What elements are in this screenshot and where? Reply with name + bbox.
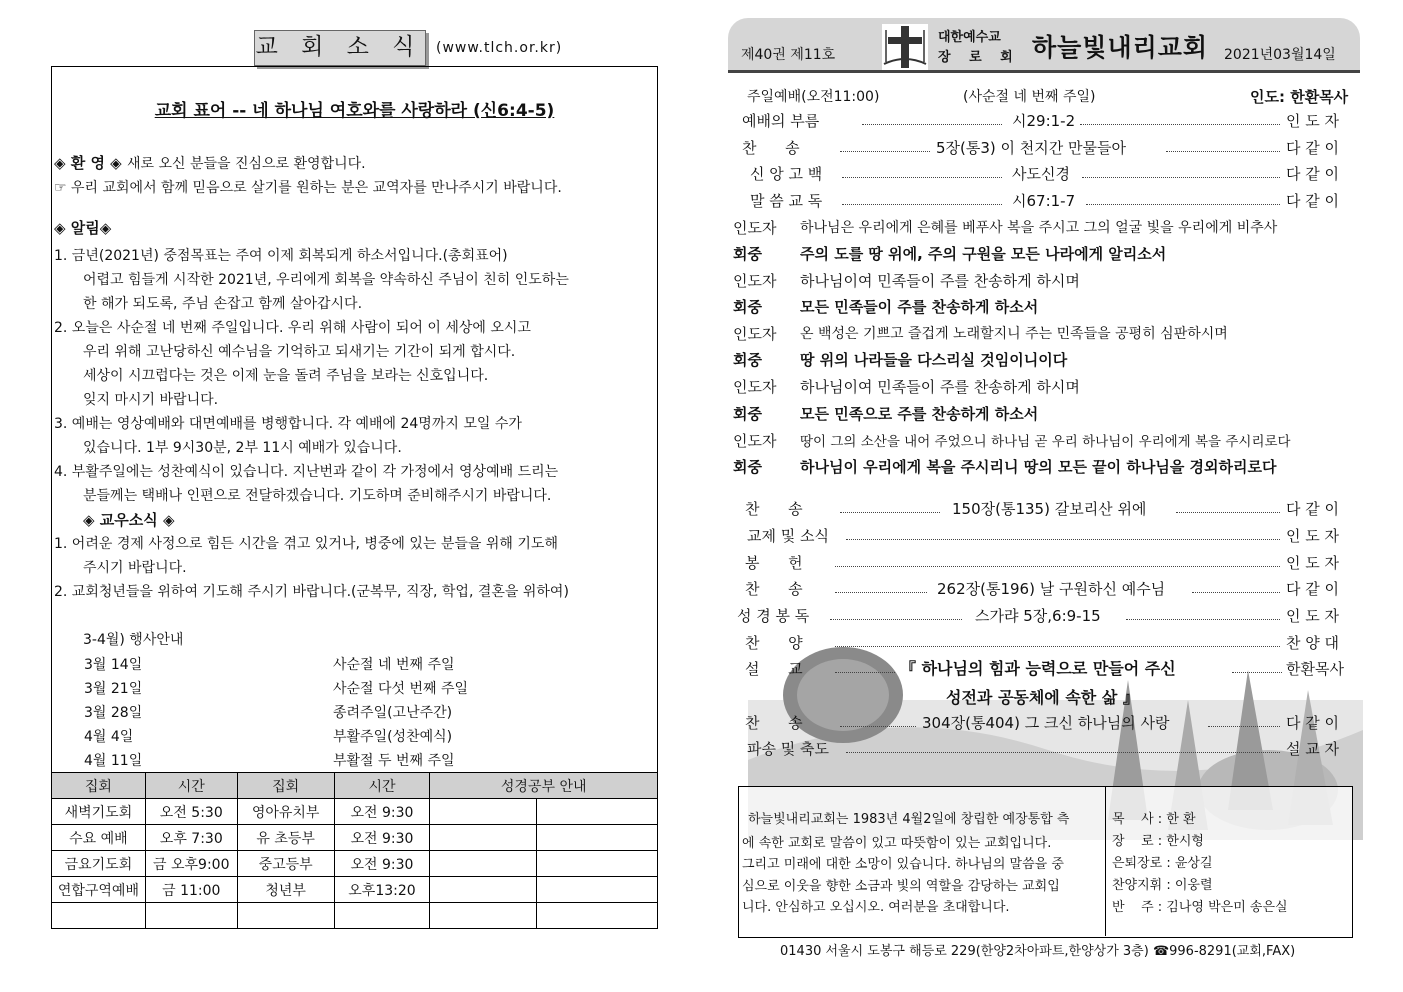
leader-dots [1208, 726, 1280, 727]
order-item-label: 찬 송 [745, 714, 803, 732]
leader-dots [1082, 177, 1280, 178]
order-item-label: 찬 송 [742, 139, 800, 157]
bible-study-cell [430, 799, 537, 825]
order-item-label: 교제 및 소식 [747, 527, 829, 545]
issue-volume: 제40권 제11호 [741, 47, 836, 63]
church-news-line: 2. 교회청년들을 위하여 기도해 주시기 바랍니다.(군복무, 직장, 학업, 결혼을 위하여) [54, 584, 569, 600]
order-item-content: 시67:1-7 [1012, 192, 1076, 210]
order-item-by: 설 교 자 [1286, 740, 1340, 758]
order-item-by: 다 같 이 [1286, 500, 1340, 518]
order-item-by: 다 같 이 [1286, 192, 1340, 210]
reading-role: 회중 [733, 298, 762, 316]
order-item-label: 찬 송 [745, 580, 803, 598]
staff-line: 목 사 : 한 환 [1112, 812, 1196, 827]
order-item-content: 5장(통3) 이 천지간 만물들아 [936, 139, 1126, 157]
page-title: 교 회 소 식 [255, 34, 423, 60]
table-row [52, 877, 658, 903]
reading-role: 회중 [733, 405, 762, 423]
leader-dots [862, 124, 1002, 125]
table-cell: 새벽기도회 [52, 799, 146, 825]
reading-role: 회중 [733, 351, 762, 369]
table-cell [237, 903, 334, 929]
event-name: 사순절 네 번째 주일 [333, 657, 455, 673]
table-cell: 오전 9:30 [334, 851, 430, 877]
order-item-content: 304장(통404) 그 크신 하나님의 사랑 [922, 714, 1170, 732]
bible-study-cell [430, 903, 537, 929]
notice-line: 어렵고 힘들게 시작한 2021년, 우리에게 회복을 약속하신 주님이 친히 인도하는 [83, 272, 569, 288]
bible-study-cell [430, 851, 537, 877]
notice-line: 세상이 시끄럽다는 것은 이제 눈을 돌려 주님을 보라는 신호입니다. [83, 368, 489, 384]
reading-text: 모든 민족들이 주를 찬송하게 하소서 [800, 298, 1039, 316]
order-item-by: 찬 양 대 [1286, 634, 1340, 652]
order-item-by: 다 같 이 [1286, 580, 1340, 598]
column-header: 시간 [334, 773, 430, 799]
order-item-by: 다 같 이 [1286, 139, 1340, 157]
staff-line: 은퇴장로 : 윤상길 [1112, 856, 1213, 871]
notice-line: 분들께는 택배나 인편으로 전달하겠습니다. 기도하며 준비해주시기 바랍니다. [83, 488, 552, 504]
table-cell [334, 903, 430, 929]
leader-dots [835, 672, 895, 673]
sermon-title-line2: 성전과 공동체에 속한 삶 』 [946, 688, 1139, 707]
bible-study-cell [430, 825, 537, 851]
reading-text: 하나님이여 민족들이 주를 찬송하게 하시며 [800, 272, 1080, 290]
event-name: 부활주일(성찬예식) [333, 729, 453, 745]
column-header: 시간 [145, 773, 237, 799]
notice-line: 우리 위해 고난당하신 예수님을 기억하고 되새기는 기간이 되게 합시다. [83, 344, 516, 360]
reading-text: 하나님이 우리에게 복을 주시리니 땅의 모든 끝이 하나님을 경외하리로다 [800, 458, 1277, 476]
leader-dots [846, 752, 1280, 753]
order-item-by: 인 도 자 [1286, 112, 1340, 130]
event-name: 종려주일(고난주간) [333, 705, 453, 721]
order-item-content: 스가랴 5장,6:9-15 [975, 607, 1101, 625]
reading-text: 주의 도를 땅 위에, 주의 구원을 모든 나라에게 알리소서 [800, 245, 1167, 263]
leader-dots [830, 619, 962, 620]
notice-line: 2. 오늘은 사순절 네 번째 주일입니다. 우리 위해 사람이 되어 이 세상에 오시고 [54, 320, 531, 336]
order-item-label: 찬 송 [745, 500, 803, 518]
reading-role: 인도자 [733, 432, 777, 450]
reading-role: 회중 [733, 245, 762, 263]
reading-role: 인도자 [733, 272, 777, 290]
leader-dots [846, 539, 1280, 540]
order-item-content: 시29:1-2 [1012, 112, 1076, 130]
order-item-by: 한환목사 [1286, 660, 1344, 678]
staff-line: 장 로 : 한시형 [1112, 834, 1204, 849]
bible-study-cell [537, 903, 658, 929]
notice-line: 1. 금년(2021년) 중점목표는 주여 이제 회복되게 하소서입니다.(총회표어) [54, 248, 508, 264]
church-logo-icon [882, 24, 928, 70]
event-date: 3월 28일 [84, 705, 143, 721]
events-heading: 3-4월) 행사안내 [83, 632, 184, 648]
leader-dots [840, 151, 930, 152]
info-divider [1105, 786, 1106, 936]
order-item-label: 신 앙 고 백 [750, 165, 823, 183]
bible-study-cell [537, 877, 658, 903]
order-item-label: 봉 헌 [745, 554, 803, 572]
table-cell: 수요 예배 [52, 825, 146, 851]
order-item-by: 인 도 자 [1286, 607, 1340, 625]
table-cell: 영아유치부 [237, 799, 334, 825]
order-item-label: 설 교 [745, 660, 803, 678]
table-cell: 금요기도회 [52, 851, 146, 877]
order-item-label: 성 경 봉 독 [737, 607, 810, 625]
welcome-line: ☞ 우리 교회에서 함께 믿음으로 살기를 원하는 분은 교역자를 만나주시기 바랍니다. [54, 180, 562, 196]
bible-study-cell [537, 851, 658, 877]
table-cell [145, 903, 237, 929]
order-item-content: 150장(통135) 갈보리산 위에 [952, 500, 1147, 518]
leader-dots [1086, 204, 1280, 205]
reading-text: 땅 위의 나라들을 다스리실 것임이니이다 [800, 351, 1068, 369]
leader-dots [835, 592, 927, 593]
reading-role: 인도자 [733, 325, 777, 343]
table-header-row [52, 773, 658, 799]
column-header: 성경공부 안내 [430, 773, 658, 799]
notice-line: 4. 부활주일에는 성찬예식이 있습니다. 지난번과 같이 각 가정에서 영상예배 드리는 [54, 464, 559, 480]
table-row [52, 851, 658, 877]
notice-heading: ◈ 알림◈ [54, 219, 112, 237]
notice-line: 잊지 마시기 바랍니다. [83, 392, 219, 408]
bible-study-cell [537, 825, 658, 851]
reading-text: 온 백성은 기쁘고 즐겁게 노래할지니 주는 민족들을 공평히 심판하시며 [800, 326, 1228, 342]
table-cell [52, 903, 146, 929]
website-url[interactable]: (www.tlch.or.kr) [436, 40, 563, 56]
order-item-label: 말 씀 교 독 [750, 192, 823, 210]
event-name: 부활절 두 번째 주일 [333, 753, 455, 769]
event-date: 4월 11일 [84, 753, 143, 769]
order-item-label: 찬 양 [745, 634, 803, 652]
leader-dots [842, 177, 1002, 178]
table-cell: 오전 9:30 [334, 825, 430, 851]
table-row [52, 799, 658, 825]
table-cell: 오후 7:30 [145, 825, 237, 851]
order-item-label: 예배의 부름 [742, 112, 820, 130]
leader-dots [1126, 619, 1280, 620]
leader-dots [835, 646, 1280, 647]
service-title: 주일예배(오전11:00) [747, 89, 880, 105]
church-news-line: 주시기 바랍니다. [83, 560, 187, 576]
table-row [52, 825, 658, 851]
table-cell: 금 오후9:00 [145, 851, 237, 877]
order-item-label: 파송 및 축도 [747, 740, 829, 758]
column-header: 집회 [237, 773, 334, 799]
event-name: 사순절 다섯 번째 주일 [333, 681, 469, 697]
column-header: 집회 [52, 773, 146, 799]
table-cell: 오전 5:30 [145, 799, 237, 825]
sermon-title: 『 하나님의 힘과 능력으로 만들어 주신 [900, 659, 1176, 678]
denomination-line2: 장 로 회 [938, 50, 1020, 65]
denomination-line1: 대한예수교 [938, 30, 1001, 45]
event-date: 4월 4일 [84, 729, 134, 745]
service-subtitle: (사순절 네 번째 주일) [963, 89, 1096, 105]
event-date: 3월 21일 [84, 681, 143, 697]
notice-line: 3. 예배는 영상예배와 대면예배를 병행합니다. 각 예배에 24명까지 모일 수가 [54, 416, 522, 432]
leader-dots [840, 726, 916, 727]
church-motto: 교회 표어 -- 네 하나님 여호와를 사랑하라 (신6:4-5) [154, 101, 555, 121]
bible-study-cell [430, 877, 537, 903]
church-intro-line: 심으로 이웃을 향한 소금과 빛의 역할을 감당하는 교회입 [742, 879, 1060, 894]
bible-study-cell [537, 799, 658, 825]
reading-text: 땅이 그의 소산을 내어 주었으니 하나님 곧 우리 하나님이 우리에게 복을 주시리로다 [800, 434, 1291, 450]
church-intro-line: 에 속한 교회로 말씀이 있고 따뜻함이 있는 교회입니다. [742, 836, 1052, 851]
notice-line: 한 해가 되도록, 주님 손잡고 함께 살아갑시다. [83, 296, 363, 312]
welcome-heading: ◈ 환 영 ◈ 새로 오신 분들을 진심으로 환영합니다. [54, 154, 366, 172]
order-item-by: 인 도 자 [1286, 527, 1340, 545]
order-item-by: 다 같 이 [1286, 165, 1340, 183]
reading-text: 하나님은 우리에게 은혜를 베푸사 복을 주시고 그의 얼굴 빛을 우리에게 비추사 [800, 220, 1278, 236]
bulletin-date: 2021년03월14일 [1224, 47, 1336, 63]
order-item-by: 다 같 이 [1286, 714, 1340, 732]
reading-role: 인도자 [733, 219, 777, 237]
leader-dots [1176, 512, 1280, 513]
table-cell: 유 초등부 [237, 825, 334, 851]
church-name: 하늘빛내리교회 [1032, 33, 1209, 62]
notice-line: 있습니다. 1부 9시30분, 2부 11시 예배가 있습니다. [83, 440, 402, 456]
reading-role: 회중 [733, 458, 762, 476]
staff-line: 찬양지휘 : 이웅렬 [1112, 878, 1213, 893]
table-cell: 오전 9:30 [334, 799, 430, 825]
table-cell: 오후13:20 [334, 877, 430, 903]
reading-role: 인도자 [733, 378, 777, 396]
table-cell: 청년부 [237, 877, 334, 903]
meeting-schedule-table [51, 772, 658, 929]
order-item-content: 사도신경 [1012, 165, 1070, 183]
leader-dots [840, 512, 940, 513]
church-intro-line: 하늘빛내리교회는 1983년 4월2일에 창립한 예장통합 측 [748, 812, 1070, 827]
leader-dots [842, 204, 1002, 205]
event-date: 3월 14일 [84, 657, 143, 673]
church-intro-line: 니다. 안심하고 오십시오. 여러분을 초대합니다. [742, 900, 1010, 915]
order-item-by: 인 도 자 [1286, 554, 1340, 572]
leader-dots [1232, 672, 1282, 673]
leader-dots [1166, 151, 1280, 152]
table-row [52, 903, 658, 929]
table-cell: 금 11:00 [145, 877, 237, 903]
welcome-text: 새로 오신 분들을 진심으로 환영합니다. [126, 156, 366, 172]
leader-dots [835, 566, 1280, 567]
reading-text: 하나님이여 민족들이 주를 찬송하게 하시며 [800, 378, 1080, 396]
leader-dots [1192, 592, 1280, 593]
table-cell: 연합구역예배 [52, 877, 146, 903]
order-item-content: 262장(통196) 날 구원하신 예수님 [937, 580, 1166, 598]
staff-line: 반 주 : 김나영 박은미 송은실 [1112, 900, 1288, 915]
church-news-line: 1. 어려운 경제 사정으로 힘든 시간을 겪고 있거나, 병중에 있는 분들을 위해 기도해 [54, 536, 558, 552]
church-intro-line: 그리고 미래에 대한 소망이 있습니다. 하나님의 말씀을 중 [742, 857, 1064, 872]
leader-dots [1080, 124, 1280, 125]
reading-text: 모든 민족으로 주를 찬송하게 하소서 [800, 405, 1039, 423]
church-address: 01430 서울시 도봉구 해등로 229(한양2차아파트,한양상가 3층) ☎996-8291(교회,FAX) [780, 944, 1296, 959]
table-cell: 중고등부 [237, 851, 334, 877]
church-news-heading: ◈ 교우소식 ◈ [83, 511, 175, 529]
service-leader: 인도: 한환목사 [1250, 88, 1349, 106]
